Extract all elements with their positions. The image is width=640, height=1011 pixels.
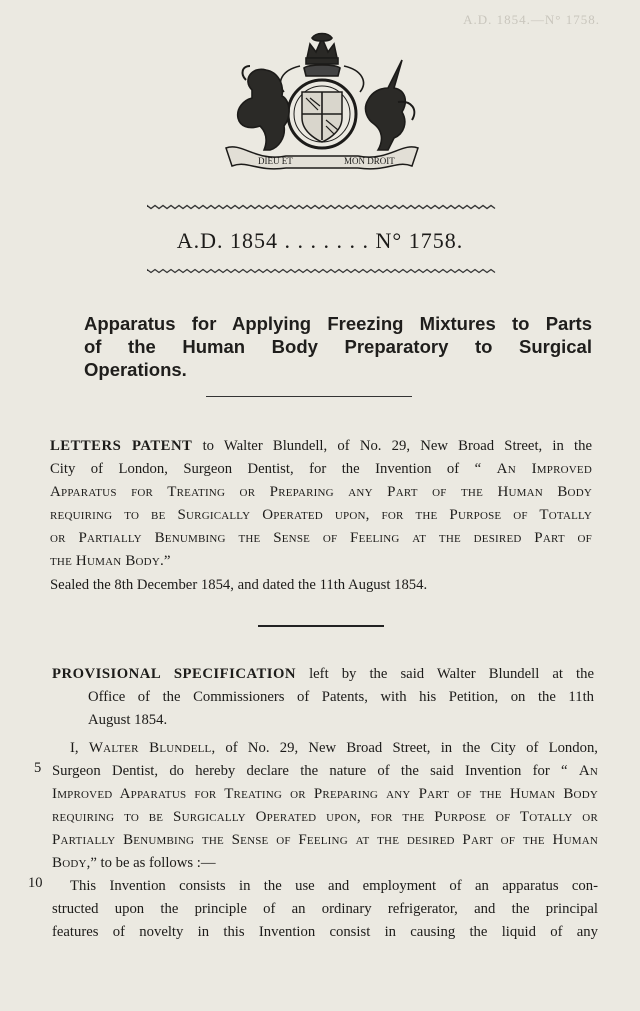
letters-patent-heading: LETTERS PATENT: [50, 438, 193, 454]
invention-title-line: of the Human Body Preparatory to Surgical: [84, 336, 592, 357]
year-text: A.D. 1854: [176, 228, 279, 253]
bleed-through-text: A.D. 1854.—N° 1758.: [463, 12, 600, 27]
motto-left-text: DIEU ET: [258, 156, 293, 166]
royal-coat-of-arms: [212, 30, 432, 172]
invention-title: [84, 312, 592, 381]
section-divider: [258, 625, 384, 627]
provisional-specification-heading: PROVISIONAL SPECIFICATION: [52, 666, 297, 682]
line-number: 5: [34, 760, 42, 776]
wavy-rule-top: [147, 204, 497, 210]
title-divider: [206, 396, 412, 397]
sealed-date-line: Sealed the 8th December 1854, and dated the 11th August 1854.: [50, 577, 428, 593]
specification-body: I, Walter Blundell, of No. 29, New Broad Street, in the City of London, Surgeon Dentist, do hereby declare the nature of the said Invention for “ An Improved Apparatus for Treating or Preparing any Part of the Human Body requiring to be Surgically Operated upon, for the Purpose of Totally or Partially Benumbing the Sense of Feeling at the desired Part of the Human Body,” to be as follows :— This Invention consists in the use and employment of an apparatus con- structed upon the principle of an ordinary refrigerator, and the principal features of novelty in this Invention consist in causing the liquid of any: [52, 740, 598, 940]
invention-title-line: Operations.: [84, 359, 187, 380]
line-number: 10: [28, 875, 43, 891]
provisional-specification-heading-paragraph: PROVISIONAL SPECIFICATION left by the said Walter Blundell at the Office of the Commissioners of Patents, with his Petition, on the 11th August 1854.: [52, 666, 594, 728]
letters-patent-paragraph: LETTERS PATENT to Walter Blundell, of No. 29, New Broad Street, in the City of London, Surgeon Dentist, for the Invention of “ An Improved Apparatus for Treating or Preparing any Part of the Human Body requiring to be Surgically Operated upon, for the Purpose of Totally or Partially Benumbing the Sense of Feeling at the desired Part of the Human Body.”: [50, 438, 592, 569]
motto-right-text: MON DROIT: [344, 156, 395, 166]
invention-title-line: Apparatus for Applying Freezing Mixtures to Parts: [84, 313, 592, 334]
patent-number-text: N° 1758.: [375, 228, 464, 253]
patent-number-line: [0, 228, 640, 254]
wavy-rule-bottom: [147, 268, 497, 274]
leader-dots: . . . . . . .: [284, 228, 370, 253]
